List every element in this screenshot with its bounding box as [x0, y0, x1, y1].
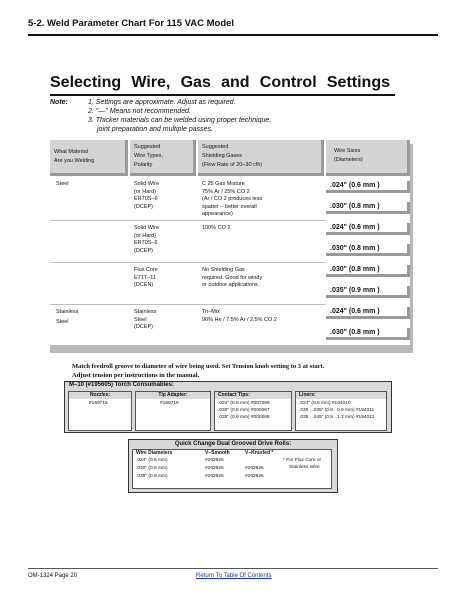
- note-line: 1. Settings are approximate. Adjust as required.: [88, 99, 236, 106]
- wire-size-cell: .030" (0.8 mm ): [326, 244, 410, 256]
- roll-cell: #202926: [245, 466, 264, 471]
- drive-rolls-caption: Quick Change Dual Grooved Drive Rolls:: [174, 441, 292, 447]
- gas-cell: 100% CO 2: [202, 225, 231, 231]
- wire-type-cell: Stainless Steel (DCEP): [134, 309, 157, 330]
- row-divider: [50, 220, 326, 221]
- roll-cell: .030" (0.8 mm): [136, 466, 168, 471]
- header-wire-size: Wire Sizes (Diameters): [326, 140, 410, 176]
- note-line: joint preparation and multiple passes.: [97, 126, 213, 133]
- contact-tips-column: Contact Tips: .024" (0.6 mm) #087299 .030" (0.8 mm) #000067 .035" (0.9 mm) #000068: [214, 391, 292, 431]
- wire-size-cell: .024" (0.6 mm ): [326, 181, 410, 193]
- gas-cell: Tri–Mix 90% He / 7.5% Ar / 2.5% CO 2: [202, 309, 277, 323]
- title-word: Gas: [180, 74, 211, 91]
- col-header: Wire Diameters: [136, 450, 173, 456]
- material-cell: Stainless Steel: [56, 309, 79, 325]
- consumables-caption: M–10 (#195605) Torch Consumables:: [69, 382, 174, 388]
- wire-type-cell: Solid Wire (or Hard) ER70S–6 (DCEP): [134, 181, 160, 210]
- weld-parameter-table: [50, 140, 410, 353]
- drive-rolls-table: [128, 439, 338, 493]
- roll-cell: #202925: [205, 466, 224, 471]
- title-word: Wire,: [131, 74, 171, 91]
- header-wire-type: Suggested Wire Types, Polarity: [130, 140, 196, 176]
- material-cell: Steel: [56, 181, 69, 187]
- toc-link[interactable]: Return To Table Of Contents: [196, 573, 272, 579]
- main-title: [50, 74, 390, 92]
- title-word: Settings: [326, 74, 390, 91]
- title-word: Selecting: [50, 74, 122, 91]
- roll-footnote: Stainless Wire: [289, 465, 320, 470]
- wire-size-cell: .035" (0.9 mm ): [326, 286, 410, 298]
- roll-cell: #202926: [245, 474, 264, 479]
- col-header: V–Smooth: [205, 450, 230, 456]
- title-rule: [50, 94, 395, 96]
- header-shielding-gas: Suggested Shielding Gases (Flow Rate of 20–30 cfh): [198, 140, 324, 176]
- note-line: 2. "—" Means not recommended.: [88, 108, 192, 115]
- row-divider: [50, 304, 326, 305]
- note-label: Note:: [50, 99, 68, 106]
- title-word: and: [221, 74, 250, 91]
- roll-cell: #202925: [205, 458, 224, 463]
- wire-type-cell: Flux Core E71T–11 (DCEN): [134, 267, 158, 288]
- page-number: OM-1324 Page 20: [28, 573, 78, 579]
- wire-type-cell: Solid Wire (or Hard) ER70S–6 (DCEP): [134, 225, 160, 254]
- liners-column: Liners: .024" (0.6 mm) #194010 .030 , .035" (0.8 , 0.9 mm) #194011 .035 , .045" (0.9 , 1.2 mm) #194012: [295, 391, 387, 431]
- header-material: What Material Are you Welding: [50, 140, 128, 176]
- table-bottom-band: [50, 345, 413, 353]
- table-shadow: [410, 144, 413, 345]
- section-title: 5-2. Weld Parameter Chart For 115 VAC Model: [28, 18, 235, 29]
- note-line: 3. Thicker materials can be welded using proper technique,: [88, 117, 272, 124]
- roll-cell: #202925: [205, 474, 224, 479]
- gas-cell: C 25 Gas Mixture 75% Ar / 25% CO 2 (Ar / CO 2 produces less spatter – better overall appearance): [202, 181, 263, 217]
- roll-footnote: * For Flux Core or: [283, 458, 322, 463]
- title-word: Control: [259, 74, 317, 91]
- section-rule: [28, 34, 438, 36]
- roll-cell: .024" (0.6 mm): [136, 458, 168, 463]
- nozzles-column: Nozzles: #169715: [68, 391, 132, 431]
- row-divider: [50, 262, 326, 263]
- col-header: V–Knurled *: [245, 450, 274, 456]
- wire-size-cell: .030" (0.8 mm ): [326, 328, 410, 340]
- wire-size-cell: .030" (0.8 mm ): [326, 202, 410, 214]
- footer-rule: [28, 568, 438, 569]
- gas-cell: No Shielding Gas required. Good for windy or outdoor applications.: [202, 267, 263, 288]
- wire-size-cell: .024" (0.6 mm ): [326, 307, 410, 319]
- feedroll-note: Match feedroll groove to diameter of wire being used. Set Tension knob setting to 3 at start. Adjust tension per instructions in the manual.: [72, 363, 325, 379]
- wire-size-cell: .024" (0.6 mm ): [326, 223, 410, 235]
- wire-size-cell: .030" (0.8 mm ): [326, 265, 410, 277]
- tip-adapter-column: Tip Adapter: #169716: [135, 391, 211, 431]
- torch-consumables-table: [64, 381, 392, 433]
- roll-cell: .035" (0.9 mm): [136, 474, 168, 479]
